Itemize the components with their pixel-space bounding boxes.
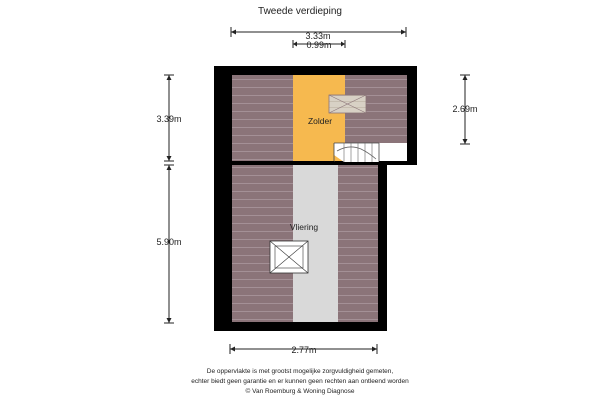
loft-hatch — [270, 241, 308, 273]
top-total-dimension — [231, 27, 406, 41]
right-upper-dimension-label: 2.69m — [452, 104, 478, 114]
attic-skylight — [329, 95, 366, 113]
bottom-dimension — [230, 344, 377, 355]
page-title: Tweede verdieping — [258, 6, 342, 17]
left-upper-dimension — [156, 75, 181, 161]
footer-line-1: De oppervlakte is met grootst mogelijke zorgvuldigheid gemeten, — [206, 368, 394, 375]
left-lower-dimension — [156, 165, 181, 323]
left-upper-dimension-label: 3.39m — [156, 114, 182, 124]
footer-line-2: echter biedt geen garantie en er kunnen geen rechten aan ontleend worden — [191, 378, 409, 385]
loft-room-label: Vliering — [289, 222, 319, 232]
top-total-dimension-label: 3.33m — [305, 31, 331, 41]
top-inner-dimension — [293, 40, 345, 50]
right-upper-dimension — [452, 75, 477, 144]
staircase — [334, 143, 379, 162]
top-inner-dimension-label: 0.99m — [306, 40, 332, 50]
attic-room-label: Zolder — [307, 116, 333, 126]
left-lower-dimension-label: 5.90m — [156, 237, 182, 247]
bottom-dimension-label: 2.77m — [291, 345, 317, 355]
footer-line-3: © Van Roemburg & Woning Diagnose — [245, 388, 355, 395]
interior-divider-wall — [232, 161, 407, 165]
